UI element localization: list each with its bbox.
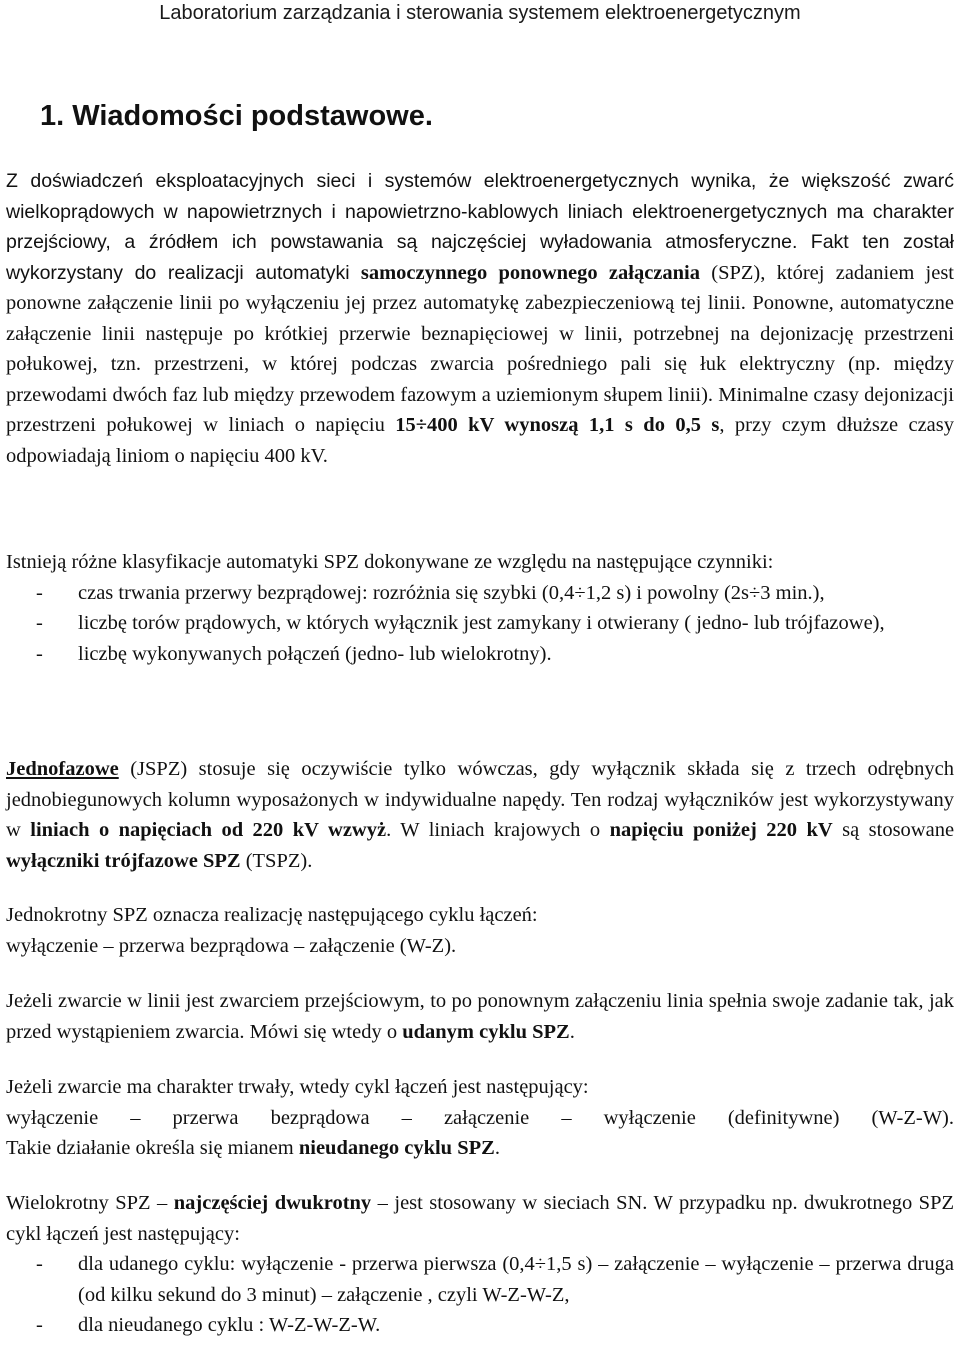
- paragraph-multi-shot: [6, 1188, 954, 1341]
- p7-text-2: – jest stosowany w sieciach SN. W przypadku np. dwukrotnego SPZ cykl łączeń jest następujący:: [6, 1192, 955, 1245]
- p6-line-1: Jeżeli zwarcie ma charakter trwały, wtedy cykl łączeń jest następujący:: [6, 1076, 589, 1098]
- p6-line-3-pre: Takie działanie określa się mianem: [6, 1137, 294, 1159]
- list-dash: -: [36, 642, 43, 665]
- p1-sentence-1: Z doświadczeń eksploatacyjnych sieci i systemów elektroenergetycznych wynika, że większość zwarć wielkoprądowych w napowietrznych i napowietrzno-kablowych liniach elektroenergetycznych ma charakter przejściowy, a źródłem ich powstawania są najczęściej wyładowania atmosferyczne.: [6, 170, 954, 253]
- p3-text-2: . W liniach krajowych o: [386, 819, 601, 841]
- list-dash: -: [36, 612, 43, 634]
- paragraph-successful-cycle: [6, 986, 954, 1047]
- list-item-text: dla udanego cyklu: wyłączenie - przerwa pierwsza (0,4÷1,5 s) – załączenie – wyłączenie – przerwa druga (od kilku sekund do 3 minut) – załączenie , czyli W-Z-W-Z,: [78, 1253, 954, 1306]
- p3-text-3: są stosowane: [842, 819, 955, 841]
- paragraph-single-phase: [6, 754, 954, 876]
- p2-intro: Istnieją różne klasyfikacje automatyki SPZ dokonywane ze względu na następujące czynniki:: [6, 551, 774, 573]
- p7-text-1: Wielokrotny SPZ –: [6, 1192, 168, 1214]
- paragraph-single-shot: [6, 900, 954, 961]
- p4-line-1: Jednokrotny SPZ oznacza realizację następującego cyklu łączeń:: [6, 904, 538, 926]
- list-item: [6, 608, 954, 639]
- p1-sentence-7: , przy czym dłuższe czasy odpowiadają liniom o napięciu 400 kV.: [6, 414, 954, 467]
- p7-most-often-double: najczęściej dwukrotny: [173, 1192, 372, 1214]
- p5-text: Jeżeli zwarcie w linii jest zwarciem przejściowym, to po ponownym załączeniu linia spełnia swoje zadanie tak, jak przed wystąpieniem zwarcia. Mówi się wtedy o: [6, 990, 954, 1043]
- p1-sentence-4: Ponowne, automatyczne załączenie linii następuje po krótkiej przerwie beznapięciowej w linii, potrzebnej na dejonizację przestrzeni połukowej, tzn.: [6, 292, 955, 375]
- page-header: Laboratorium zarządzania i sterowania systemem elektroenergetycznym: [159, 2, 801, 24]
- list-item: [6, 578, 954, 609]
- list-item: [6, 1249, 954, 1310]
- p1-spz-term: samoczynnego ponownego załączania: [360, 261, 700, 284]
- list-item-text: liczbę torów prądowych, w których wyłącznik jest zamykany i otwierany ( jedno- lub trójfazowe),: [78, 612, 885, 634]
- list-dash: -: [36, 1314, 43, 1336]
- paragraph-failed-cycle: [6, 1072, 954, 1164]
- list-item-text: czas trwania przerwy bezprądowej: rozróżnia się szybki (0,4÷1,2 s) i powolny (2s÷3 min.),: [78, 581, 825, 604]
- p4-line-2: wyłączenie – przerwa bezprądowa – załączenie (W-Z).: [6, 934, 457, 957]
- list-dash: -: [36, 581, 43, 604]
- p3-three-phase-breakers: wyłączniki trójfazowe SPZ: [6, 849, 241, 872]
- p5-successful-cycle: udanym cyklu SPZ: [402, 1020, 570, 1043]
- section-title: 1. Wiadomości podstawowe.: [40, 100, 433, 132]
- p3-text-4: (TSPZ).: [245, 849, 313, 872]
- p1-sentence-3: (SPZ), której zadaniem jest ponowne załączenie linii po wyłączeniu jej przez automatykę zabezpieczeniową tej linii.: [6, 261, 955, 314]
- p6-line-2: wyłączenie – przerwa bezprądowa – załączenie – wyłączenie (definitywne) (W-Z-W).: [6, 1106, 954, 1129]
- p3-text-1: (JSPZ) stosuje się oczywiście tylko wówczas, gdy wyłącznik składa się z trzech odrębnych jednobiegunowych kolumn wyposażonych w indywidualne napędy. Ten rodzaj wyłączników jest wykorzystywany w: [6, 758, 954, 841]
- p5-end: .: [569, 1020, 575, 1043]
- list-dash: -: [36, 1253, 43, 1275]
- list-item: [6, 639, 954, 670]
- list-item-text: liczbę wykonywanych połączeń (jedno- lub wielokrotny).: [78, 642, 552, 665]
- p6-line-3: [6, 1133, 954, 1164]
- list-item: [6, 1310, 954, 1341]
- p3-voltage-below: napięciu poniżej 220 kV: [609, 819, 833, 841]
- paragraph-spz-intro: [6, 166, 954, 471]
- list-item-text: dla nieudanego cyklu : W-Z-W-Z-W.: [78, 1314, 381, 1336]
- p3-term-single-phase: Jednofazowe: [6, 758, 119, 780]
- paragraph-classifications: [6, 547, 954, 669]
- p3-voltage-range: liniach o napięciach od 220 kV wzwyż: [30, 819, 387, 841]
- p1-voltage-times: 15÷400 kV wynoszą 1,1 s do 0,5 s: [395, 414, 720, 436]
- p1-sentence-2: Fakt ten został wykorzystany do realizacji automatyki: [6, 231, 955, 284]
- p6-line-3-post: .: [494, 1137, 500, 1159]
- p1-sentence-5: przestrzeni, w której podczas zwarcia pośredniego pali się łuk elektryczny (np.: [154, 353, 881, 375]
- p1-sentence-6: między przewodami dwóch faz lub między przewodem fazowym a uziemionym słupem linii). Minimalne czasy dejonizacji przestrzeni połukowej w liniach o napięciu: [6, 353, 954, 436]
- p6-failed-cycle: nieudanego cyklu SPZ: [298, 1137, 495, 1159]
